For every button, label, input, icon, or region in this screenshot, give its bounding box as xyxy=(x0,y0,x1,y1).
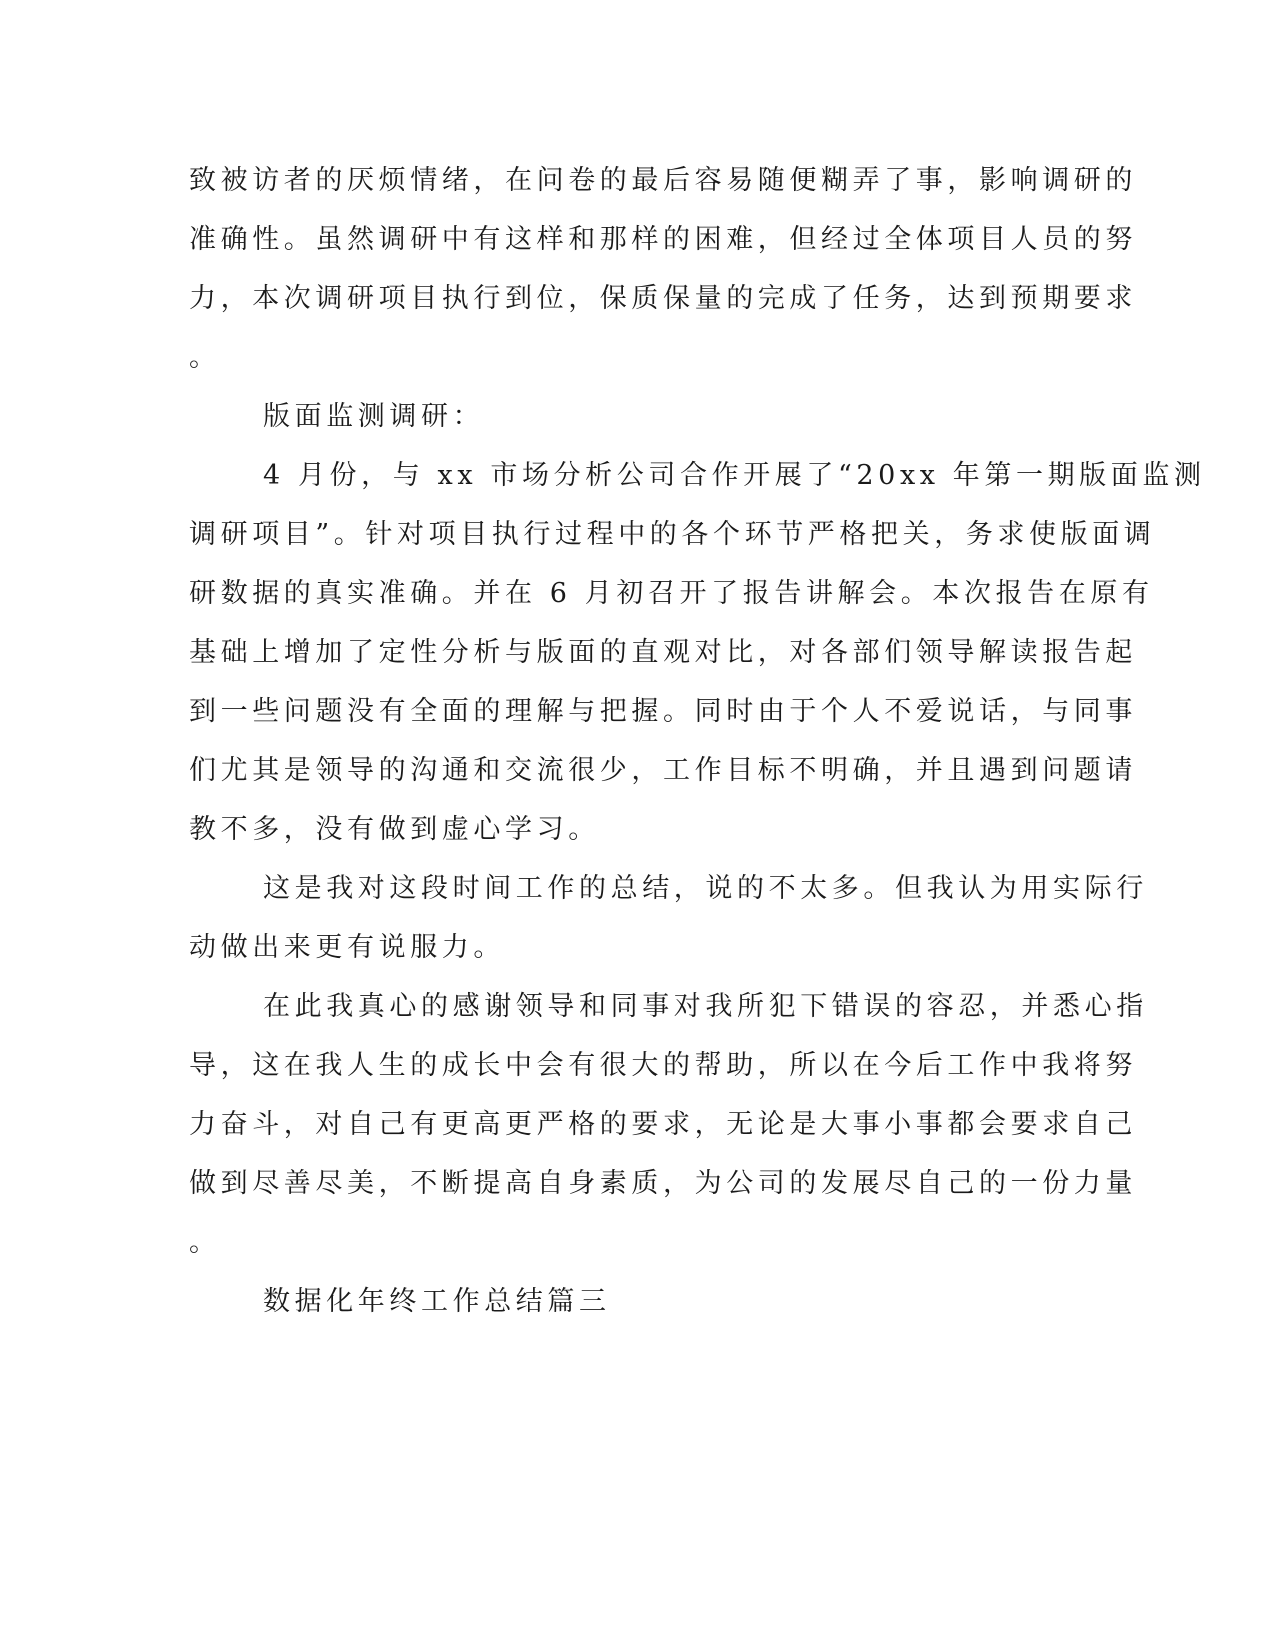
text-line: 准确性。虽然调研中有这样和那样的困难，但经过全体项目人员的努 xyxy=(189,224,1137,255)
text-line: 。 xyxy=(189,342,221,373)
text-line: 力，本次调研项目执行到位，保质保量的完成了任务，达到预期要求 xyxy=(189,283,1137,314)
text-line: 力奋斗，对自己有更高更严格的要求，无论是大事小事都会要求自己 xyxy=(189,1109,1137,1140)
section-heading: 版面监测调研： xyxy=(263,401,485,432)
text-line: 动做出来更有说服力。 xyxy=(189,932,505,963)
text-line: 这是我对这段时间工作的总结，说的不太多。但我认为用实际行 xyxy=(263,873,1148,904)
text-line: 做到尽善尽美，不断提高自身素质，为公司的发展尽自己的一份力量 xyxy=(189,1168,1137,1199)
text-line: 在此我真心的感谢领导和同事对我所犯下错误的容忍，并悉心指 xyxy=(263,991,1148,1022)
text-line: 致被访者的厌烦情绪，在问卷的最后容易随便糊弄了事，影响调研的 xyxy=(189,165,1137,196)
text-line: 到一些问题没有全面的理解与把握。同时由于个人不爱说话，与同事 xyxy=(189,696,1137,727)
section-heading: 数据化年终工作总结篇三 xyxy=(263,1286,611,1317)
text-line: 基础上增加了定性分析与版面的直观对比，对各部们领导解读报告起 xyxy=(189,637,1137,668)
text-line: 们尤其是领导的沟通和交流很少，工作目标不明确，并且遇到问题请 xyxy=(189,755,1137,786)
text-line: 教不多，没有做到虚心学习。 xyxy=(189,814,600,845)
text-line: 调研项目”。针对项目执行过程中的各个环节严格把关，务求使版面调 xyxy=(189,519,1156,550)
text-line: 导，这在我人生的成长中会有很大的帮助，所以在今后工作中我将努 xyxy=(189,1050,1137,1081)
text-line: 。 xyxy=(189,1227,221,1258)
text-line: 4 月份，与 xx 市场分析公司合作开展了“20xx 年第一期版面监测 xyxy=(263,460,1206,491)
text-line: 研数据的真实准确。并在 6 月初召开了报告讲解会。本次报告在原有 xyxy=(189,578,1154,609)
